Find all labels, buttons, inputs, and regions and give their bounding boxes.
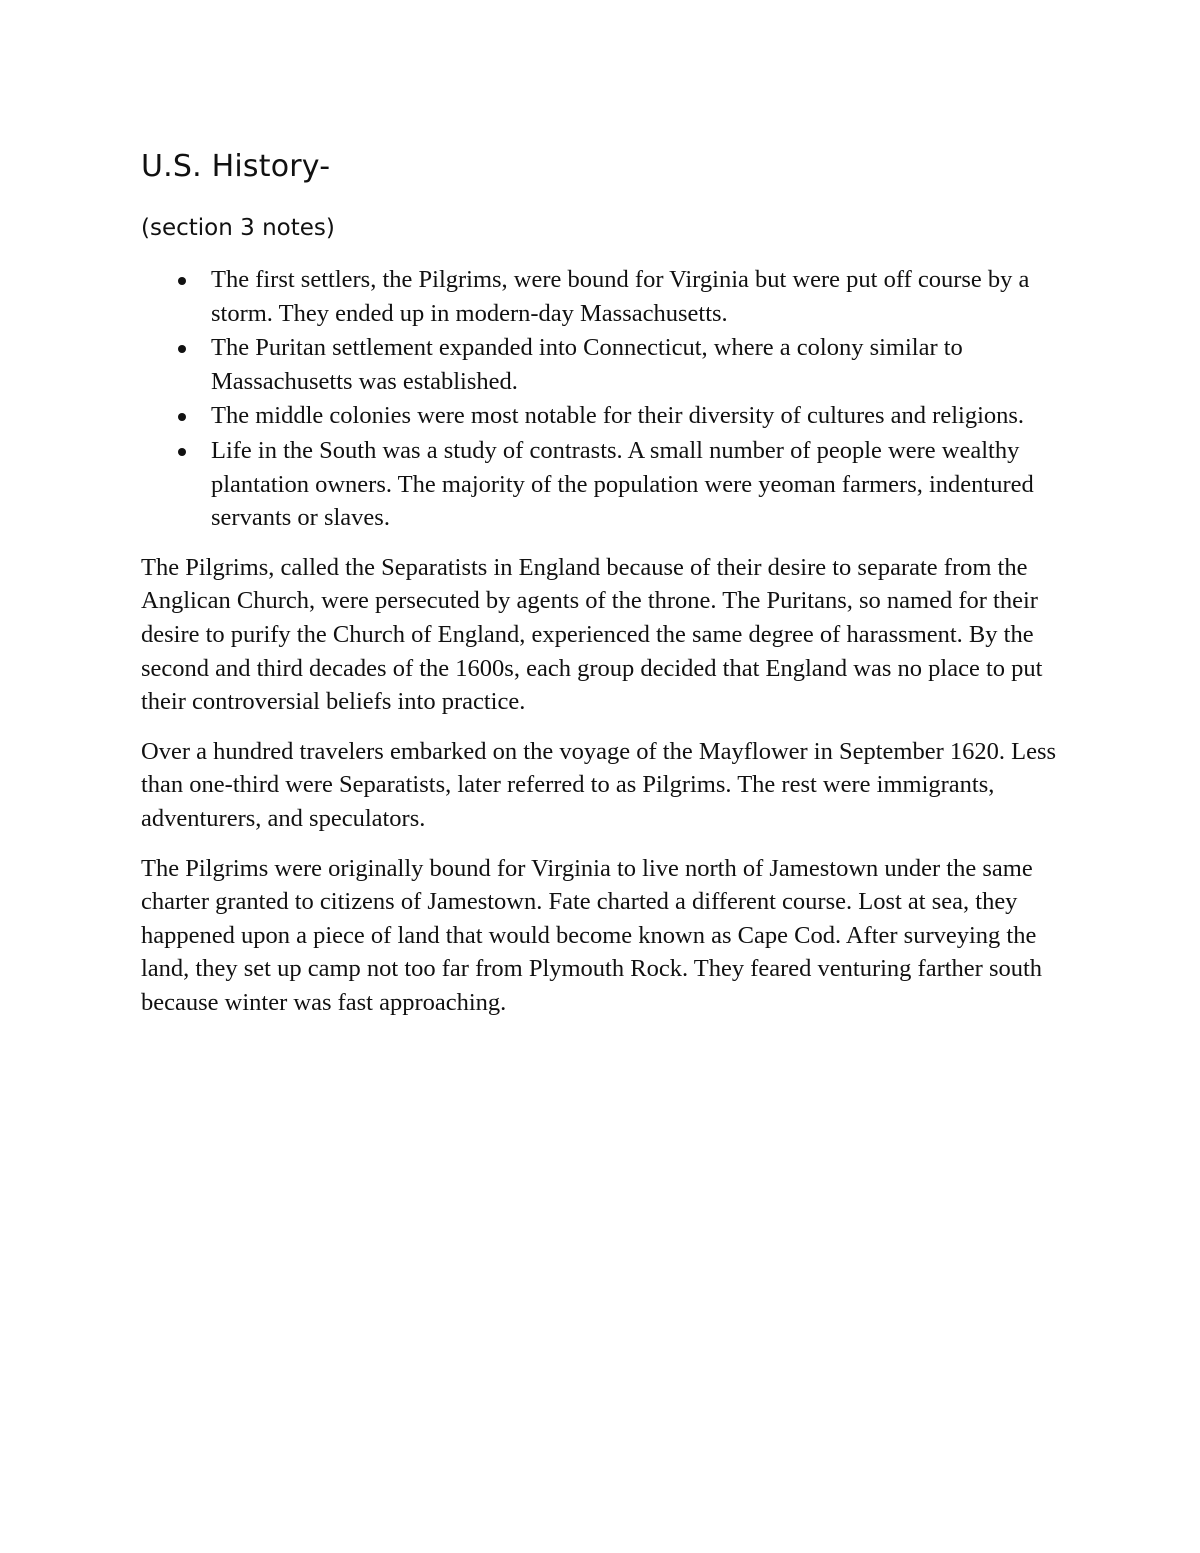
document-subtitle: (section 3 notes) [141,215,335,241]
bullet-item [141,399,1066,433]
bullet-dot-icon [178,345,186,353]
notes-bullet-list [141,263,1066,535]
paragraph-cape-cod: The Pilgrims were originally bound for Virginia to live north of Jamestown under the same charter granted to citizens of Jamestown. Fate charted a different course. Lost at sea, they happened upon a piece of land that would become known as Cape Cod. After surveying the land, they set up camp not too far from Plymouth Rock. They feared venturing farther south because winter was fast approaching. [141,854,1043,1016]
bullet-text: Life in the South was a study of contrasts. A small number of people were wealthy plantation owners. The majority of the population were yeoman farmers, indentured servants or slaves. [211,436,1034,532]
bullet-item [141,263,1066,330]
bullet-text: The middle colonies were most notable for their diversity of cultures and religions. [211,402,1025,430]
bullet-dot-icon [178,277,186,285]
paragraph-pilgrims-puritans: The Pilgrims, called the Separatists in England because of their desire to separate from the Anglican Church, were persecuted by agents of the throne. The Puritans, so named for their desire to purify the Church of England, experienced the same degree of harassment. By the second and third decades of the 1600s, each group decided that England was no place to put their controversial beliefs into practice. [141,553,1043,716]
document-content [141,145,1066,1019]
bullet-dot-icon [178,413,186,421]
bullet-dot-icon [178,448,186,456]
bullet-item [141,434,1066,535]
bullet-text: The first settlers, the Pilgrims, were bound for Virginia but were put off course by a storm. They ended up in modern-day Massachusetts. [211,266,1030,327]
bullet-item [141,331,1066,398]
bullet-text: The Puritan settlement expanded into Connecticut, where a colony similar to Massachusetts was established. [211,334,963,395]
paragraph-mayflower: Over a hundred travelers embarked on the voyage of the Mayflower in September 1620. Less than one-third were Separatists, later referred to as Pilgrims. The rest were immigrants, adventurers, and speculators. [141,737,1057,832]
document-title: U.S. History- [141,149,331,184]
